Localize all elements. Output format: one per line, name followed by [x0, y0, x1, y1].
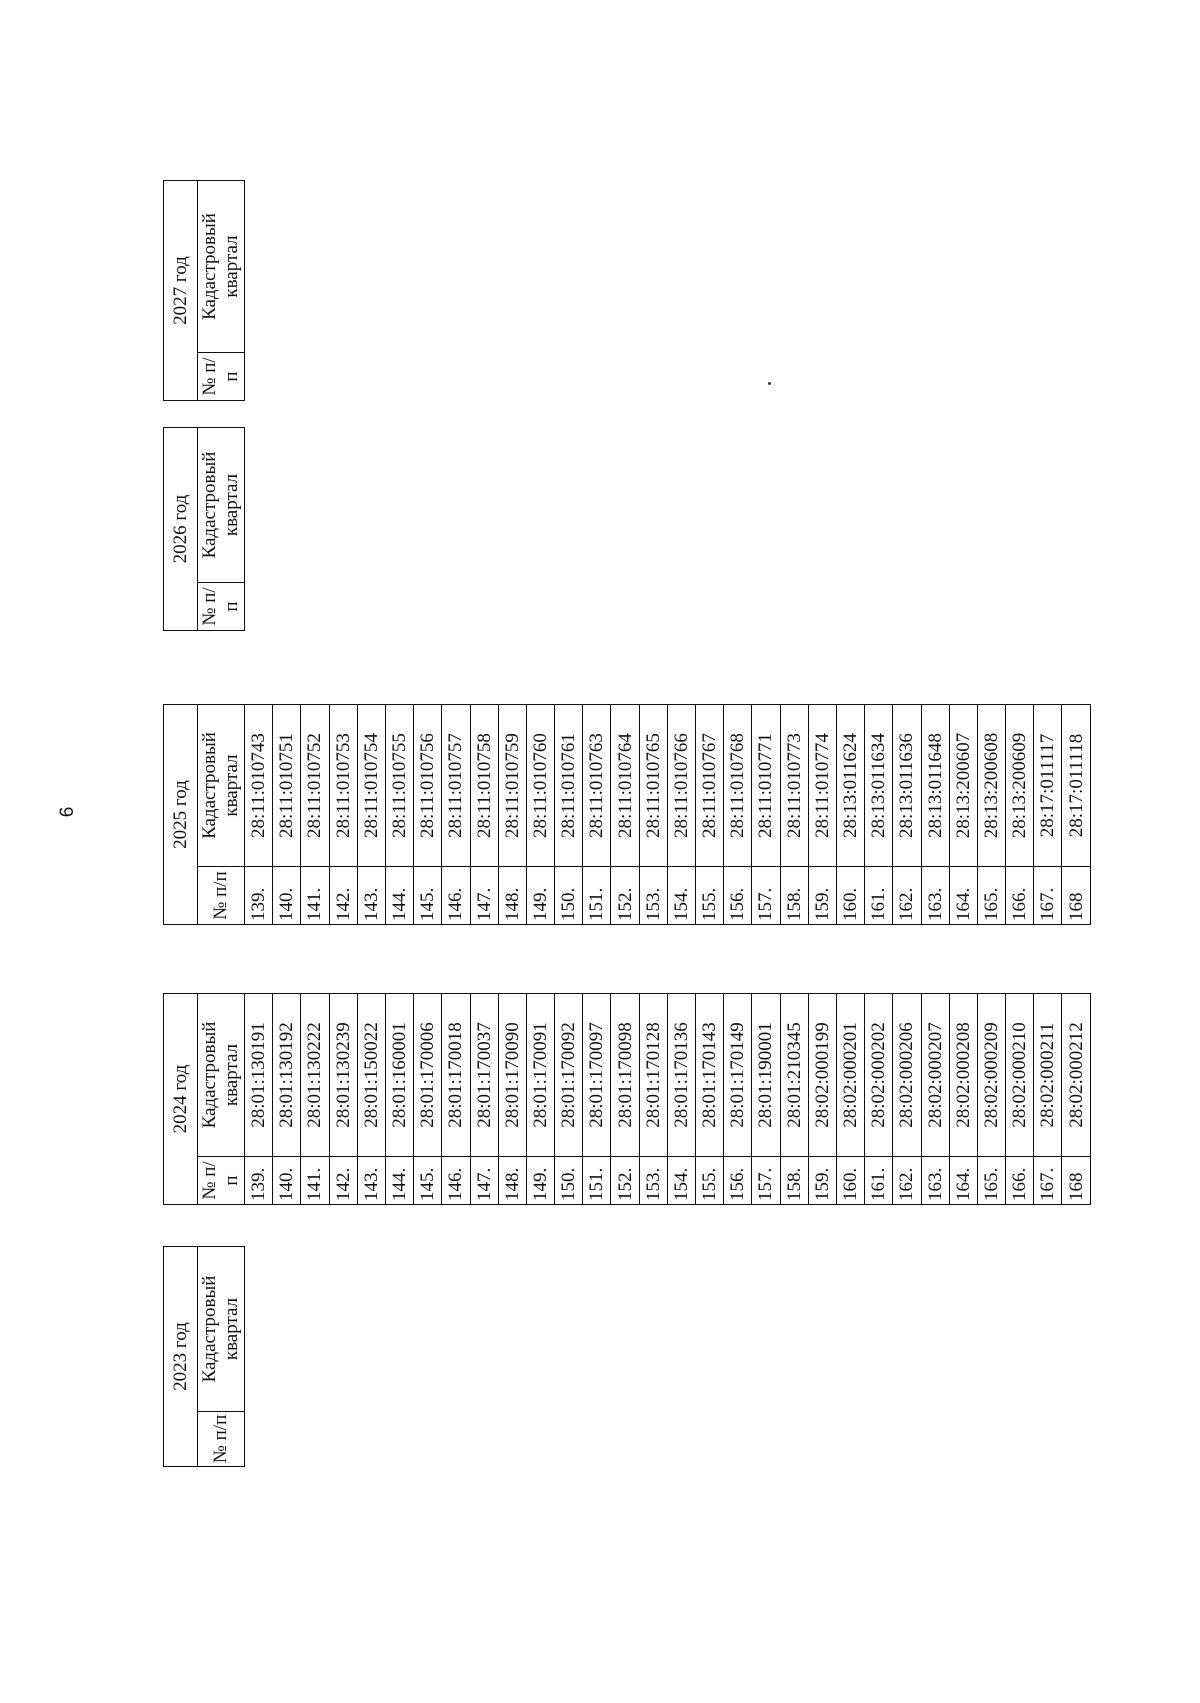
- table-row: [245, 994, 273, 1205]
- row-number: 143.: [357, 867, 385, 925]
- row-number: 144.: [385, 867, 413, 925]
- row-number: 164.: [949, 867, 977, 925]
- cadastral-quarter: 28:02:000209: [977, 994, 1005, 1157]
- row-number: 140.: [273, 867, 301, 925]
- table-row: [611, 994, 639, 1205]
- cadastral-quarter: 28:11:010751: [273, 705, 301, 867]
- row-number: 150.: [555, 1157, 583, 1205]
- row-number: 163.: [921, 867, 949, 925]
- table-row: [329, 994, 357, 1205]
- table-row: [555, 705, 583, 925]
- cadastral-quarter: 28:11:010771: [752, 705, 780, 867]
- table-row: [273, 705, 301, 925]
- cadastral-quarter: 28:02:000212: [1062, 994, 1090, 1157]
- row-number: 151.: [583, 1157, 611, 1205]
- table-row: [526, 994, 554, 1205]
- cadastral-quarter: 28:11:010764: [611, 705, 639, 867]
- table-row: [696, 994, 724, 1205]
- table-row: [977, 994, 1005, 1205]
- cadastral-quarter: 28:01:130239: [329, 994, 357, 1157]
- table-row: [1034, 705, 1062, 925]
- row-number: 146.: [442, 867, 470, 925]
- cadastral-quarter: 28:11:010767: [696, 705, 724, 867]
- row-number: 162.: [893, 1157, 921, 1205]
- table-row: [1006, 994, 1034, 1205]
- table-row: [977, 705, 1005, 925]
- cadastral-quarter: 28:11:010763: [583, 705, 611, 867]
- table-row: [808, 994, 836, 1205]
- cadastral-quarter: 28:01:170091: [526, 994, 554, 1157]
- cadastral-quarter: 28:02:000208: [949, 994, 977, 1157]
- table-row: [808, 705, 836, 925]
- table-row: [1062, 994, 1090, 1205]
- header-num: № п/п: [198, 867, 245, 925]
- table-row: [893, 994, 921, 1205]
- row-number: 153.: [639, 1157, 667, 1205]
- cadastral-quarter: 28:11:010758: [470, 705, 498, 867]
- cadastral-quarter: 28:02:000201: [836, 994, 864, 1157]
- table-row: [724, 705, 752, 925]
- row-number: 152.: [611, 867, 639, 925]
- table-row: [470, 994, 498, 1205]
- cadastral-quarter: 28:01:170018: [442, 994, 470, 1157]
- year-table-2027: [163, 180, 245, 401]
- cadastral-quarter: 28:11:010754: [357, 705, 385, 867]
- header-cadastral: Кадастровый квартал: [198, 994, 245, 1157]
- cadastral-quarter: 28:01:190001: [752, 994, 780, 1157]
- header-cadastral: Кадастровый квартал: [198, 428, 245, 583]
- row-number: 160.: [836, 1157, 864, 1205]
- row-number: 146.: [442, 1157, 470, 1205]
- row-number: 159.: [808, 867, 836, 925]
- row-number: 167.: [1034, 1157, 1062, 1205]
- row-number: 145.: [414, 867, 442, 925]
- year-table-2023: [163, 1246, 245, 1467]
- cadastral-quarter: 28:02:000211: [1034, 994, 1062, 1157]
- cadastral-quarter: 28:01:170149: [724, 994, 752, 1157]
- table-row: [611, 705, 639, 925]
- row-number: 166.: [1006, 867, 1034, 925]
- row-number: 148.: [498, 867, 526, 925]
- year-table-2026: [163, 427, 245, 631]
- row-number: 155.: [696, 867, 724, 925]
- cadastral-quarter: 28:01:170097: [583, 994, 611, 1157]
- cadastral-quarter: 28:13:011648: [921, 705, 949, 867]
- row-number: 158.: [780, 867, 808, 925]
- cadastral-quarter: 28:01:160001: [385, 994, 413, 1157]
- row-number: 151.: [583, 867, 611, 925]
- row-number: 154.: [667, 1157, 695, 1205]
- row-number: 154.: [667, 867, 695, 925]
- table-row: [1034, 994, 1062, 1205]
- cadastral-quarter: 28:13:011624: [836, 705, 864, 867]
- table-row: [385, 705, 413, 925]
- header-num: № п/п: [198, 353, 245, 401]
- cadastral-quarter: 28:01:130191: [245, 994, 273, 1157]
- scan-speck: [768, 382, 771, 385]
- row-number: 166.: [1006, 1157, 1034, 1205]
- cadastral-quarter: 28:13:011634: [865, 705, 893, 867]
- row-number: 139.: [245, 1157, 273, 1205]
- table-row: [639, 994, 667, 1205]
- row-number: 149.: [526, 1157, 554, 1205]
- row-number: 163.: [921, 1157, 949, 1205]
- cadastral-quarter: 28:02:000199: [808, 994, 836, 1157]
- cadastral-quarter: 28:02:000210: [1006, 994, 1034, 1157]
- row-number: 162.: [893, 867, 921, 925]
- cadastral-quarter: 28:11:010773: [780, 705, 808, 867]
- row-number: 142.: [329, 1157, 357, 1205]
- year-heading: 2023 год: [164, 1247, 198, 1467]
- row-number: 141.: [301, 867, 329, 925]
- table-row: [442, 705, 470, 925]
- row-number: 147.: [470, 1157, 498, 1205]
- cadastral-quarter: 28:13:200607: [949, 705, 977, 867]
- row-number: 160.: [836, 867, 864, 925]
- row-number: 148.: [498, 1157, 526, 1205]
- row-number: 152.: [611, 1157, 639, 1205]
- table-row: [949, 705, 977, 925]
- table-row: [667, 994, 695, 1205]
- row-number: 165.: [977, 1157, 1005, 1205]
- row-number: 157.: [752, 1157, 780, 1205]
- row-number: 141.: [301, 1157, 329, 1205]
- cadastral-quarter: 28:11:010765: [639, 705, 667, 867]
- table-row: [780, 705, 808, 925]
- page-number: 6: [57, 806, 78, 818]
- cadastral-quarter: 28:11:010743: [245, 705, 273, 867]
- cadastral-quarter: 28:17:011117: [1034, 705, 1062, 867]
- table-row: [555, 994, 583, 1205]
- table-row: [1062, 705, 1090, 925]
- cadastral-quarter: 28:11:010761: [555, 705, 583, 867]
- table-row: [949, 994, 977, 1205]
- row-number: 164.: [949, 1157, 977, 1205]
- row-number: 144.: [385, 1157, 413, 1205]
- row-number: 147.: [470, 867, 498, 925]
- table-row: [752, 994, 780, 1205]
- row-number: 157.: [752, 867, 780, 925]
- row-number: 139.: [245, 867, 273, 925]
- row-number: 149.: [526, 867, 554, 925]
- row-number: 145.: [414, 1157, 442, 1205]
- table-row: [442, 994, 470, 1205]
- row-number: 165.: [977, 867, 1005, 925]
- cadastral-quarter: 28:01:130222: [301, 994, 329, 1157]
- row-number: 142.: [329, 867, 357, 925]
- table-row: [583, 994, 611, 1205]
- table-row: [836, 994, 864, 1205]
- table-row: [865, 994, 893, 1205]
- year-table-2025: [163, 704, 1091, 925]
- table-row: [385, 994, 413, 1205]
- cadastral-quarter: 28:01:170092: [555, 994, 583, 1157]
- header-num: № п/п: [198, 1157, 245, 1205]
- table-row: [752, 705, 780, 925]
- table-row: [301, 705, 329, 925]
- cadastral-quarter: 28:11:010752: [301, 705, 329, 867]
- table-row: [639, 705, 667, 925]
- cadastral-quarter: 28:11:010757: [442, 705, 470, 867]
- table-row: [470, 705, 498, 925]
- row-number: 143.: [357, 1157, 385, 1205]
- cadastral-quarter: 28:01:170090: [498, 994, 526, 1157]
- table-row: [498, 705, 526, 925]
- table-row: [865, 705, 893, 925]
- cadastral-quarter: 28:02:000202: [865, 994, 893, 1157]
- table-row: [724, 994, 752, 1205]
- header-cadastral: Кадастровый квартал: [198, 705, 245, 867]
- row-number: 167.: [1034, 867, 1062, 925]
- cadastral-quarter: 28:13:011636: [893, 705, 921, 867]
- row-number: 153.: [639, 867, 667, 925]
- header-num: № п/п: [198, 583, 245, 631]
- table-row: [1006, 705, 1034, 925]
- cadastral-quarter: 28:17:011118: [1062, 705, 1090, 867]
- cadastral-quarter: 28:11:010768: [724, 705, 752, 867]
- table-row: [780, 994, 808, 1205]
- row-number: 155.: [696, 1157, 724, 1205]
- cadastral-quarter: 28:11:010753: [329, 705, 357, 867]
- cadastral-quarter: 28:11:010759: [498, 705, 526, 867]
- row-number: 159.: [808, 1157, 836, 1205]
- table-row: [414, 994, 442, 1205]
- cadastral-quarter: 28:01:170037: [470, 994, 498, 1157]
- header-num: № п/п: [198, 1412, 245, 1467]
- year-heading: 2024 год: [164, 994, 198, 1205]
- row-number: 161.: [865, 1157, 893, 1205]
- row-number: 150.: [555, 867, 583, 925]
- cadastral-quarter: 28:11:010774: [808, 705, 836, 867]
- cadastral-quarter: 28:11:010760: [526, 705, 554, 867]
- cadastral-quarter: 28:02:000207: [921, 994, 949, 1157]
- table-row: [329, 705, 357, 925]
- table-row: [245, 705, 273, 925]
- row-number: 156.: [724, 1157, 752, 1205]
- cadastral-quarter: 28:13:200609: [1006, 705, 1034, 867]
- cadastral-quarter: 28:13:200608: [977, 705, 1005, 867]
- cadastral-quarter: 28:11:010766: [667, 705, 695, 867]
- cadastral-quarter: 28:01:150022: [357, 994, 385, 1157]
- cadastral-quarter: 28:11:010755: [385, 705, 413, 867]
- row-number: 168: [1062, 867, 1090, 925]
- year-heading: 2026 год: [164, 428, 198, 631]
- cadastral-quarter: 28:01:210345: [780, 994, 808, 1157]
- cadastral-quarter: 28:01:170128: [639, 994, 667, 1157]
- table-row: [357, 994, 385, 1205]
- table-row: [921, 994, 949, 1205]
- year-heading: 2027 год: [164, 181, 198, 401]
- table-row: [414, 705, 442, 925]
- cadastral-quarter: 28:01:130192: [273, 994, 301, 1157]
- table-row: [583, 705, 611, 925]
- table-row: [921, 705, 949, 925]
- cadastral-quarter: 28:11:010756: [414, 705, 442, 867]
- table-row: [667, 705, 695, 925]
- year-heading: 2025 год: [164, 705, 198, 925]
- row-number: 156.: [724, 867, 752, 925]
- cadastral-quarter: 28:01:170098: [611, 994, 639, 1157]
- year-table-2024: [163, 993, 1091, 1205]
- cadastral-quarter: 28:01:170006: [414, 994, 442, 1157]
- table-row: [357, 705, 385, 925]
- table-row: [498, 994, 526, 1205]
- row-number: 140.: [273, 1157, 301, 1205]
- row-number: 161.: [865, 867, 893, 925]
- table-row: [526, 705, 554, 925]
- table-row: [893, 705, 921, 925]
- table-row: [696, 705, 724, 925]
- header-cadastral: Кадастровый квартал: [198, 181, 245, 353]
- table-row: [301, 994, 329, 1205]
- cadastral-quarter: 28:02:000206: [893, 994, 921, 1157]
- table-row: [836, 705, 864, 925]
- row-number: 168: [1062, 1157, 1090, 1205]
- table-row: [273, 994, 301, 1205]
- row-number: 158.: [780, 1157, 808, 1205]
- cadastral-quarter: 28:01:170136: [667, 994, 695, 1157]
- header-cadastral: Кадастровый квартал: [198, 1247, 245, 1412]
- cadastral-quarter: 28:01:170143: [696, 994, 724, 1157]
